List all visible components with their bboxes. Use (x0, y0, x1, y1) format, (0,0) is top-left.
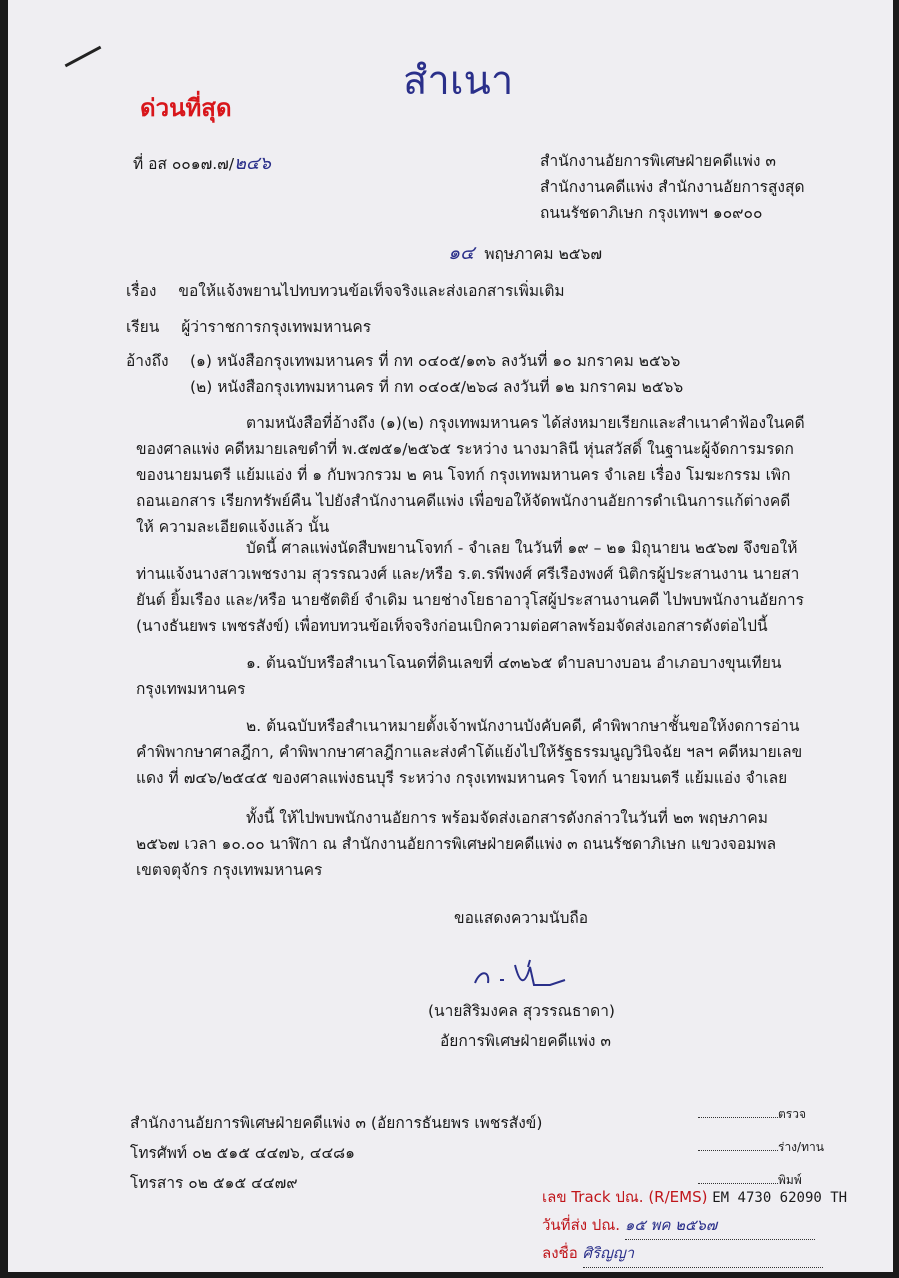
office-address (540, 148, 805, 226)
send-date-label: วันที่ส่ง ปณ. (542, 1216, 621, 1234)
body-paragraph-2: บัดนี้ ศาลแพ่งนัดสืบพยานโจทก์ - จำเลย ในวันที่ ๑๙ – ๒๑ มิถุนายน ๒๕๖๗ จึงขอให้ท่านแจ้งนางสาวเพชรงาม สุวรรณวงศ์ และ/หรือ ร.ต.รพีพงศ์ ศรีเรืองพงศ์ นิติกรผู้ประสานงาน นายสายันต์ ยิ้มเรือง และ/หรือ นายชัตติย์ จำเดิม นายช่างโยธาอาวุโสผู้ประสานงานคดี ไปพบพนักงานอัยการ (นางธันยพร เพชรสังข์) เพื่อทบทวนข้อเท็จจริงก่อนเบิกความต่อศาลพร้อมจัดส่งเอกสารดังต่อไปนี้ (136, 539, 804, 635)
office-line: สำนักงานอัยการพิเศษฝ่ายคดีแพ่ง ๓ (540, 152, 776, 170)
reference-number (133, 148, 271, 177)
office-line: สำนักงานคดีแพ่ง สำนักงานอัยการสูงสุด (540, 178, 805, 196)
reference-item: (๑) หนังสือกรุงเทพมหานคร ที่ กท ๐๔๐๕/๑๓๖ ลงวันที่ ๑๐ มกราคม ๒๕๖๖ (190, 352, 681, 370)
refs-label: อ้างถึง (126, 352, 169, 370)
signer-title: อัยการพิเศษฝ่ายคดีแพ่ง ๓ (440, 1032, 611, 1050)
initial-draft: ร่าง/ทาน (778, 1140, 824, 1154)
to-text: ผู้ว่าราชการกรุงเทพมหานคร (181, 318, 372, 336)
closing: ขอแสดงความนับถือ (454, 909, 589, 927)
signer-name: (นายสิริมงคล สุวรรณธาดา) (428, 1002, 615, 1020)
tracking-stamp (542, 1184, 847, 1268)
send-date-value: ๑๕ พค ๒๕๖๗ (625, 1212, 815, 1240)
sign-value: ศิริญญา (583, 1240, 823, 1268)
to-label: เรียน (126, 318, 160, 336)
body-paragraph-1: ตามหนังสือที่อ้างถึง (๑)(๒) กรุงเทพมหานคร ได้ส่งหมายเรียกและสำเนาคำฟ้องในคดีของศาลแพ่ง คดีหมายเลขดำที่ พ.๕๗๕๑/๒๕๖๕ ระหว่าง นางมาลินี หุ่นสวัสดิ์ ในฐานะผู้จัดการมรดกของนายมนตรี แย้มแอ่ง ที่ ๑ กับพวกรวม ๒ คน โจทก์ กรุงเทพมหานคร จำเลย เรื่อง โมฆะกรรม เพิกถอนเอกสาร เรียกทรัพย์คืน ไปยังสำนักงานคดีแพ่ง เพื่อขอให้จัดพนักงานอัยการดำเนินการแก้ต่างคดีให้ ความละเอียดแจ้งแล้ว นั้น (136, 414, 805, 536)
subject-row (126, 278, 565, 303)
copy-stamp: สำเนา (403, 58, 514, 104)
pen-mark (65, 46, 102, 67)
initial-typed: พิมพ์ (778, 1173, 802, 1187)
initial-check: ตรวจ (778, 1107, 807, 1121)
signature (470, 955, 590, 995)
office-line: ถนนรัชดาภิเษก กรุงเทพฯ ๑๐๙๐๐ (540, 204, 763, 222)
date-month-year: พฤษภาคม ๒๕๖๗ (484, 245, 603, 263)
footer-phone: โทรศัพท์ ๐๒ ๕๑๕ ๔๔๗๖, ๔๔๘๑ (130, 1144, 355, 1162)
references (126, 348, 684, 396)
reference-item: (๒) หนังสือกรุงเทพมหานคร ที่ กท ๐๔๐๕/๒๖๘ ลงวันที่ ๑๒ มกราคม ๒๕๖๖ (190, 378, 684, 396)
sign-label: ลงชื่อ (542, 1244, 578, 1262)
addressee-row (126, 314, 371, 339)
ref-prefix: ที่ อส ๐๐๑๗.๗/ (133, 155, 235, 173)
body-paragraph-5: ทั้งนี้ ให้ไปพบพนักงานอัยการ พร้อมจัดส่งเอกสารดังกล่าวในวันที่ ๒๓ พฤษภาคม ๒๕๖๗ เวลา ๑๐.๐๐ นาฬิกา ณ สำนักงานอัยการพิเศษฝ่ายคดีแพ่ง ๓ ถนนรัชดาภิเษก แขวงจอมพล เขตจตุจักร กรุงเทพมหานคร (136, 809, 777, 879)
subject-label: เรื่อง (126, 282, 157, 300)
footer-fax: โทรสาร ๐๒ ๕๑๕ ๔๔๗๙ (130, 1174, 298, 1192)
urgent-stamp: ด่วนที่สุด (140, 94, 232, 122)
tracking-number: EM 4730 62090 TH (712, 1190, 848, 1206)
initials-block (698, 1098, 824, 1197)
footer-contact (130, 1108, 542, 1198)
document-page (8, 0, 893, 1272)
ref-handwritten: ๒๔๖ (234, 153, 271, 174)
letter-date (448, 238, 602, 268)
tracking-label: เลข Track ปณ. (R/EMS) (542, 1188, 708, 1206)
document-item-1: ๑. ต้นฉบับหรือสำเนาโฉนดที่ดินเลขที่ ๔๓๒๖๕ ตำบลบางบอน อำเภอบางขุนเทียน กรุงเทพมหานคร (136, 654, 782, 698)
document-item-2: ๒. ต้นฉบับหรือสำเนาหมายตั้งเจ้าพนักงานบังคับคดี, คำพิพากษาชั้นขอให้งดการอ่านคำพิพากษาศาลฎีกา, คำพิพากษาศาลฎีกาและส่งคำโต้แย้งไปให้รัฐธรรมนูญวินิจฉัย ฯลฯ คดีหมายเลขแดง ที่ ๗๔๖/๒๕๔๕ ของศาลแพ่งธนบุรี ระหว่าง กรุงเทพมหานคร โจทก์ นายมนตรี แย้มแอ่ง จำเลย (136, 717, 803, 787)
date-day: ๑๔ (448, 242, 475, 264)
footer-office: สำนักงานอัยการพิเศษฝ่ายคดีแพ่ง ๓ (อัยการธันยพร เพชรสังข์) (130, 1114, 543, 1132)
subject-text: ขอให้แจ้งพยานไปทบทวนข้อเท็จจริงและส่งเอกสารเพิ่มเติม (178, 282, 565, 300)
